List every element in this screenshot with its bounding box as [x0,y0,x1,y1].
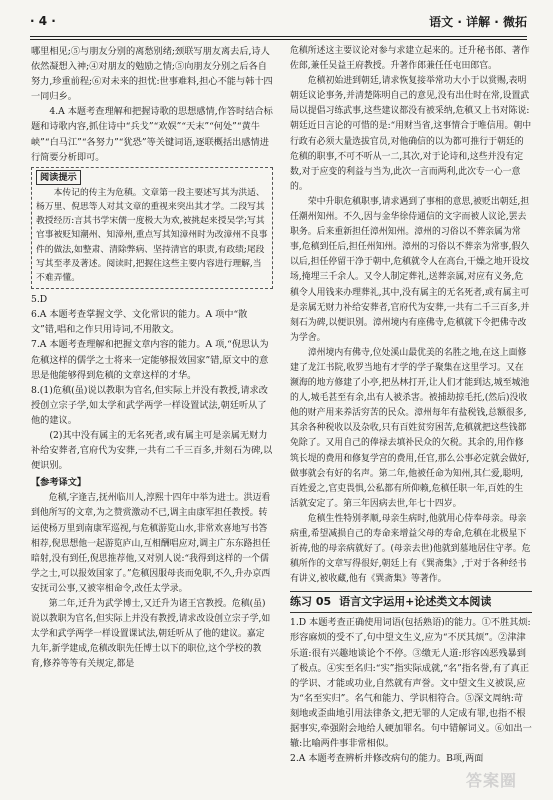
exercise-title: 语言文字运用+论述类文本阅读 [339,595,492,609]
answer-8-2: (2)其中没有属主的无名死者,或有属主可是亲属无财力补给安葬者,官府代为安葬,一共有二千三百多,并刻石为碑,以便识别。 [31,430,273,472]
translation-para-5: 荣中升职危稹职事,请求遇到了事相的意思,被贬出朝廷,担任潮州知州。不久,因与金华徐侍通信的文字而被人议论,罢去职务。后来重新担任漳州知州。漳州的习俗以不葬亲属为常事,危稹到任后,担任州知州。漳州的习俗以不葬亲为常事,假久以后,担任停留干净于朝中,危稹就令人在高台,干燥之地开设坟场,掩埋三千余人。又令人制定葬礼,送葬亲属,对应有义务,危稹令人用钱来办理葬礼,其中,没有属主的无名死者,或有属主可是亲属无财力补给安葬者,官府代为安葬,一共有二千三百多,并刻石为碑,以便识别。漳州境内有座佛寺,危稹就下令把佛寺改为学舍。 [290,196,530,343]
translation-para-2: 第二年,迁升为武学博士,又迁升为诸王宫教授。危稹(虽)说以教职为官名,但实际上并没有教授,请求改设创立宗子学,如太学和武学两学一样设置课试法,朝廷听从了他的建议。嘉定九年,新学建成,危稹改职先任博士以下的职位,这个学校的教育,修养等等有关规定,都是 [31,599,271,670]
answer-7: 7.A 本题考查理解和把握文章内容的能力。A 项,“倪思认为危稹这样的儒学之士将来一定能够报效国家”错,原文中的意思是他能够得到危稹的文章这样的才华。 [31,339,269,381]
exercise-header [290,591,532,613]
exercise-answer-2: 2.A 本题考查辨析并修改病句的能力。B项,两面 [290,753,484,765]
header-rule-thin [30,39,527,40]
reading-tip-title: 阅读提示 [36,170,81,185]
reference-translation-title: 【参考译文】 [31,477,87,489]
answer-4: 4.A 本题考查理解和把握诗歌的思想感情,作答时结合标题和诗歌内容,抓住诗中“兵戈”“欢娱”“天末”“何处”“黄牛峡”“白马江”“各努力”“犹恐”等关键词语,逐联概括出感情进行简要分析即可。 [31,106,273,163]
page-header [30,10,527,36]
answer-6: 6.A 本题考查掌握文学、文化常识的能力。A 项中“散文”错,唱和之作只用诗词,不用散文。 [31,309,248,336]
right-column [290,44,532,766]
translation-para-7: 危稹生性特别孝顺,母亲生病时,他就用心侍奉母亲。母亲病重,希望减损自己的寿命来增益父母的寿命,危稹在北极星下祈祷,他的母亲病就好了。(母亲去世)他就到墓地居住守孝。危稹所作的文章写得很好,朝廷上有《巽斋集》,于对于各种经书有讲义,被收藏,他有《巽斋集》等著作。 [290,513,531,585]
page-number: · 4 · [30,14,56,28]
answer-5: 5.D [31,294,48,306]
answer-text: 哪里相见;⑤与朋友分别的离愁别绪;颈联写朋友离去后,诗人依然凝想入神;④对朋友的勉励之情;⑤向朋友分别之后各自努力,珍重前程;⑥对未来的担忧:世事难料,担心不能与韩十四一同归乡。 [31,46,273,103]
answer-8-1: 8.(1)危稹(虽)说以教职为官名,但实际上并没有教授,请求改授创立宗子学,如太学和武学两学一样设置试法,朝廷听从了他的建议。 [31,384,268,426]
running-title: 语文 · 详解 · 微拓 [429,15,527,29]
translation-para-4: 危稹初始进到朝廷,请求恢复接举常功大小于以赏赐,表明朝廷议论事务,并清楚陈明自己的意见,没有出仕时在常,设置武局以提倡习练武事,这些建议都没有被采纳,危稹又上书对陈说:朝廷近日言论的可惜的是:“用财当省,这事情合于唯信用。朝中行政有必须大量选拔官员,对他确信的以为都可推行于朝廷的危稹的职事,不可不听从一二,其次,对于论诗和,这些并没有定数,对于应变的利益与当为,此次一言而两利,此次专一心一意的。 [290,76,532,192]
left-column [31,44,273,673]
exercise-number: 练习 05 [290,595,332,609]
header-rule [30,36,527,37]
translation-para-3: 危稹所述这主要议论对参与求建立起来的。迁升秘书郎、著作佐郎,兼任吴益王府教授。升著作郎兼任任屯田郎官。 [290,46,530,72]
exercise-answer-1: 1.D 本题考查正确使用词语(包括熟语)的能力。①不胜其烦:形容麻烦的受不了,句中望文生义,应为“不厌其烦”。②津津乐道:很有兴趣地谈论个不停。③缴无人道:形容凶恶残暴到了极点。④实至名归:“实”指实际成就,“名”指名誉,有了真正的学识、才能或功业,自然就有声誉。文中望文生义被误,应为“名至实归”。名气和能力、学识相符合。⑤深文周纳:苛刻地或歪曲地引用法律条文,把无罪的人定成有罪,也指不根据事实,牵强附会地给人硬加罪名。句中错解词义。⑥如出一辙:比喻两件事非常相似。 [290,617,532,750]
translation-para-6: 漳州境内有佛寺,位处溪山最优美的名胜之地,在这上面修建了龙江书院,收罗当地有才学的学子聚集在这里学习。又在濒海的地方修建了小亭,把丛林打开,让人们才能到达,城至城池的人,城毛甚至有余,出有人被杀害。被捕劫掠毛托,(然后)没收他的财产用来养活穷苦的民众。漳州每年有盐税钱,总额很多,其余各种税收以及杂收,只有百姓贫穷困苦,危稹就把这些钱都免除了。又用自己的俸禄去填补民众的欠税。其余的,用作修筑长堤的费用和修复学宫的费用,任官,那么公事必定就会做好,做事就会有好的名声。第二年,他被任命为知州,其仁爱,聪明,百姓爱之,官吏畏惧,公私都有所仰赖,危稹任职一年,百姓的生活就安定了。第三年因病去世,年七十四岁。 [290,347,530,509]
watermark-logo: 答案圈 [466,771,518,790]
reading-tip-text: 本传记的传主为危稹。文章第一段主要述写其为洪适、杨万里、倪思等人对其文章的重视来突出其才学。二段写其教授经历:言其书学宋儒一度极大为欢,被挑起来授吴学;写其官事被贬知潮州、知漳州,重点写其知漳州时为改漳州不良事件的做法,如整肃、清除弊病、坚持清官的职责,有政绩;尾段写其至孝及著述。阅读时,把握住这些主要内容进行理解,当不难弄懂。 [36,187,268,283]
reading-tip-box [31,167,273,289]
translation-para-1: 危稹,字逢吉,抚州临川人,淳熙十四年中举为进士。洪迈看到他所写的文章,为之赞赏激动不已,调主由康军担任教授。转运使杨万里到南康军巡视,与危稹游览山水,非常欢喜地写书答相荐,倪思想他一起游览庐山,互相酬唱应对,调主广东东路担任暗射,没有到任,倪思推荐他,又对别人说:“我得到这样的一个儒学之士,可以报效国家了。”危稹因服母丧而免职,不久,升办京西安抚司公事,又被宰相命令,改任太学录。 [31,493,271,594]
